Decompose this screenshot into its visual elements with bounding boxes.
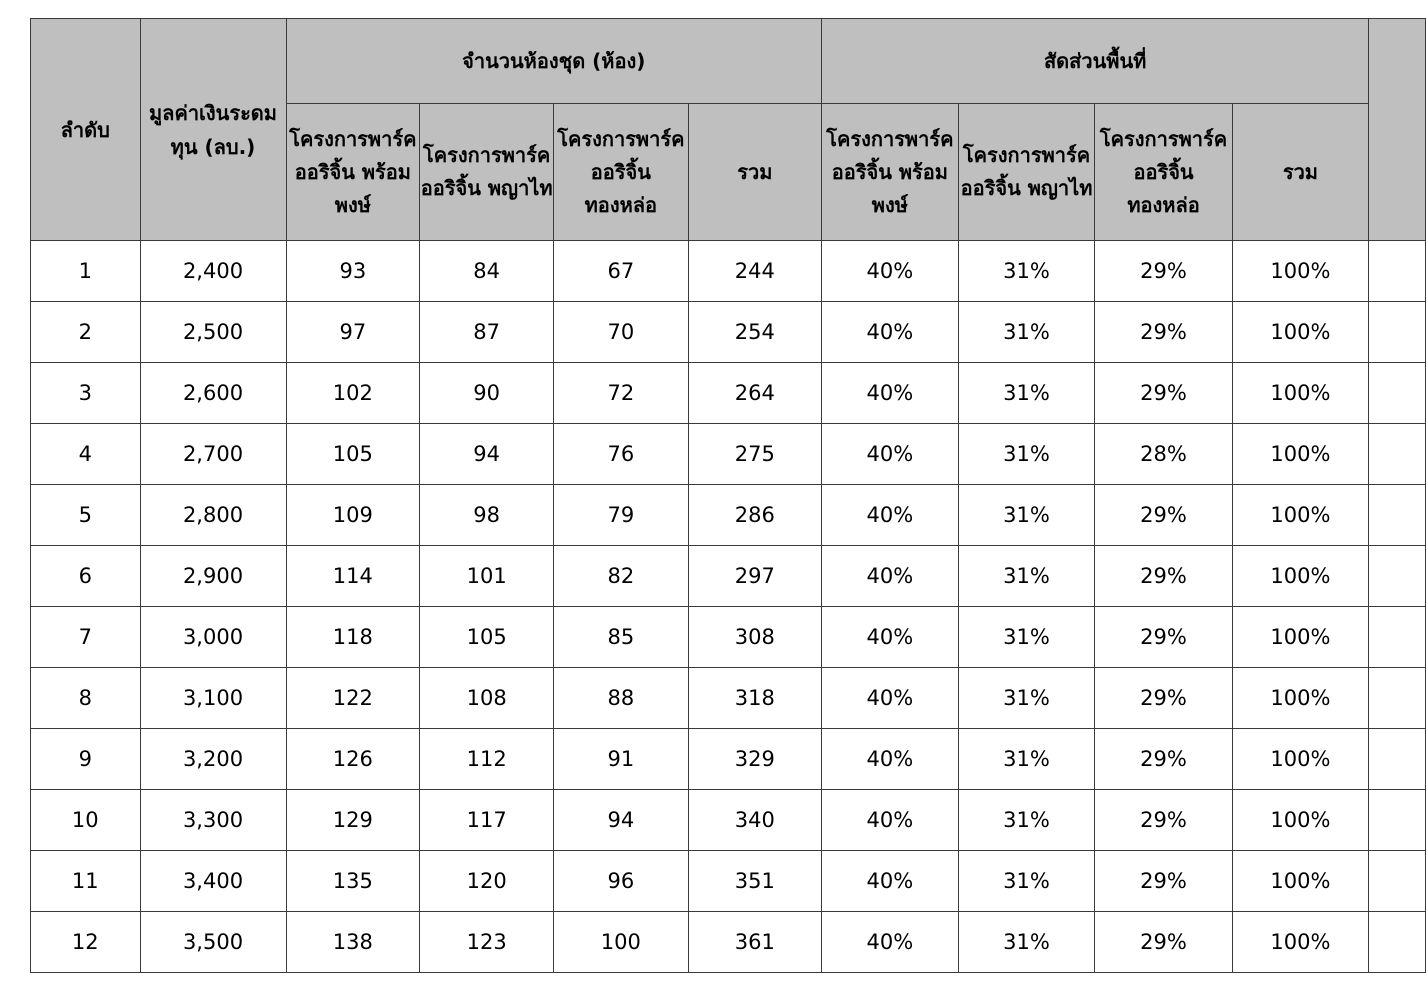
units-total-cell: 308 bbox=[688, 607, 822, 668]
cut-off-cell bbox=[1369, 607, 1426, 668]
units-total-cell: 264 bbox=[688, 363, 822, 424]
cut-off-cell bbox=[1369, 729, 1426, 790]
area-total-cell: 100% bbox=[1232, 912, 1369, 973]
cut-off-cell bbox=[1369, 424, 1426, 485]
area-prompong-cell: 40% bbox=[822, 485, 959, 546]
investment-cell: 2,400 bbox=[140, 241, 286, 302]
investment-cell: 3,000 bbox=[140, 607, 286, 668]
investment-cell: 2,800 bbox=[140, 485, 286, 546]
area-phayathai-cell: 31% bbox=[958, 607, 1095, 668]
investment-cell: 3,200 bbox=[140, 729, 286, 790]
investment-cell: 2,900 bbox=[140, 546, 286, 607]
units-prompong-cell: 135 bbox=[286, 851, 420, 912]
area-prompong-cell: 40% bbox=[822, 607, 959, 668]
area-phayathai-cell: 31% bbox=[958, 424, 1095, 485]
cut-off-cell bbox=[1369, 790, 1426, 851]
investment-cell: 3,100 bbox=[140, 668, 286, 729]
units-phayathai-cell: 112 bbox=[420, 729, 554, 790]
area-total-cell: 100% bbox=[1232, 790, 1369, 851]
units-phayathai-cell: 123 bbox=[420, 912, 554, 973]
area-total-cell: 100% bbox=[1232, 485, 1369, 546]
area-thonglor-cell: 29% bbox=[1095, 912, 1232, 973]
units-thonglor-header: โครงการพาร์ค ออริจิ้น ทองหล่อ bbox=[554, 104, 688, 241]
units-thonglor-cell: 91 bbox=[554, 729, 688, 790]
area-prompong-cell: 40% bbox=[822, 851, 959, 912]
cut-off-cell bbox=[1369, 912, 1426, 973]
units-prompong-cell: 122 bbox=[286, 668, 420, 729]
area-prompong-cell: 40% bbox=[822, 668, 959, 729]
cut-off-cell bbox=[1369, 363, 1426, 424]
area-total-cell: 100% bbox=[1232, 546, 1369, 607]
cut-off-cell bbox=[1369, 485, 1426, 546]
area-phayathai-cell: 31% bbox=[958, 302, 1095, 363]
units-phayathai-cell: 94 bbox=[420, 424, 554, 485]
order-cell: 2 bbox=[31, 302, 141, 363]
area-phayathai-cell: 31% bbox=[958, 668, 1095, 729]
area-prompong-cell: 40% bbox=[822, 241, 959, 302]
area-thonglor-cell: 29% bbox=[1095, 790, 1232, 851]
units-thonglor-cell: 79 bbox=[554, 485, 688, 546]
units-total-cell: 318 bbox=[688, 668, 822, 729]
area-total-cell: 100% bbox=[1232, 424, 1369, 485]
area-total-cell: 100% bbox=[1232, 241, 1369, 302]
area-phayathai-cell: 31% bbox=[958, 790, 1095, 851]
units-group-header: จำนวนห้องชุด (ห้อง) bbox=[286, 19, 822, 104]
area-phayathai-cell: 31% bbox=[958, 912, 1095, 973]
area-total-cell: 100% bbox=[1232, 607, 1369, 668]
units-total-cell: 286 bbox=[688, 485, 822, 546]
area-prompong-cell: 40% bbox=[822, 363, 959, 424]
area-thonglor-cell: 29% bbox=[1095, 485, 1232, 546]
units-phayathai-cell: 117 bbox=[420, 790, 554, 851]
table-row bbox=[31, 729, 1426, 790]
units-total-cell: 244 bbox=[688, 241, 822, 302]
order-cell: 6 bbox=[31, 546, 141, 607]
area-thonglor-cell: 29% bbox=[1095, 546, 1232, 607]
area-thonglor-header: โครงการพาร์ค ออริจิ้น ทองหล่อ bbox=[1095, 104, 1232, 241]
data-table bbox=[30, 18, 1426, 973]
cut-off-cell bbox=[1369, 302, 1426, 363]
area-phayathai-cell: 31% bbox=[958, 729, 1095, 790]
investment-cell: 2,600 bbox=[140, 363, 286, 424]
units-prompong-header: โครงการพาร์ค ออริจิ้น พร้อมพงษ์ bbox=[286, 104, 420, 241]
area-phayathai-header: โครงการพาร์ค ออริจิ้น พญาไท bbox=[958, 104, 1095, 241]
area-prompong-cell: 40% bbox=[822, 302, 959, 363]
table-row bbox=[31, 241, 1426, 302]
header-group-row bbox=[31, 19, 1426, 104]
area-phayathai-cell: 31% bbox=[958, 241, 1095, 302]
units-phayathai-header: โครงการพาร์ค ออริจิ้น พญาไท bbox=[420, 104, 554, 241]
units-thonglor-cell: 72 bbox=[554, 363, 688, 424]
units-thonglor-cell: 82 bbox=[554, 546, 688, 607]
area-total-cell: 100% bbox=[1232, 668, 1369, 729]
area-thonglor-cell: 29% bbox=[1095, 363, 1232, 424]
table-body bbox=[31, 241, 1426, 973]
area-phayathai-cell: 31% bbox=[958, 851, 1095, 912]
area-prompong-header: โครงการพาร์ค ออริจิ้น พร้อมพงษ์ bbox=[822, 104, 959, 241]
cut-off-cell bbox=[1369, 546, 1426, 607]
units-thonglor-cell: 76 bbox=[554, 424, 688, 485]
investment-cell: 3,300 bbox=[140, 790, 286, 851]
investment-header: มูลค่าเงินระดมทุน (ลบ.) bbox=[140, 19, 286, 241]
units-total-cell: 275 bbox=[688, 424, 822, 485]
area-prompong-cell: 40% bbox=[822, 424, 959, 485]
table-row bbox=[31, 851, 1426, 912]
table-row bbox=[31, 668, 1426, 729]
units-prompong-cell: 93 bbox=[286, 241, 420, 302]
table-row bbox=[31, 485, 1426, 546]
investment-cell: 2,500 bbox=[140, 302, 286, 363]
units-thonglor-cell: 94 bbox=[554, 790, 688, 851]
units-prompong-cell: 118 bbox=[286, 607, 420, 668]
area-phayathai-cell: 31% bbox=[958, 546, 1095, 607]
order-cell: 5 bbox=[31, 485, 141, 546]
investment-cell: 3,500 bbox=[140, 912, 286, 973]
area-prompong-cell: 40% bbox=[822, 729, 959, 790]
units-prompong-cell: 102 bbox=[286, 363, 420, 424]
area-total-cell: 100% bbox=[1232, 363, 1369, 424]
area-phayathai-cell: 31% bbox=[958, 363, 1095, 424]
units-total-cell: 254 bbox=[688, 302, 822, 363]
area-phayathai-cell: 31% bbox=[958, 485, 1095, 546]
units-total-header: รวม bbox=[688, 104, 822, 241]
table-row bbox=[31, 546, 1426, 607]
units-thonglor-cell: 85 bbox=[554, 607, 688, 668]
units-phayathai-cell: 98 bbox=[420, 485, 554, 546]
order-cell: 9 bbox=[31, 729, 141, 790]
area-prompong-cell: 40% bbox=[822, 790, 959, 851]
area-thonglor-cell: 29% bbox=[1095, 607, 1232, 668]
area-thonglor-cell: 29% bbox=[1095, 851, 1232, 912]
units-prompong-cell: 105 bbox=[286, 424, 420, 485]
units-phayathai-cell: 87 bbox=[420, 302, 554, 363]
cut-off-cell bbox=[1369, 241, 1426, 302]
investment-cell: 3,400 bbox=[140, 851, 286, 912]
units-thonglor-cell: 96 bbox=[554, 851, 688, 912]
order-cell: 12 bbox=[31, 912, 141, 973]
area-prompong-cell: 40% bbox=[822, 546, 959, 607]
area-thonglor-cell: 29% bbox=[1095, 302, 1232, 363]
order-cell: 11 bbox=[31, 851, 141, 912]
units-thonglor-cell: 70 bbox=[554, 302, 688, 363]
area-thonglor-cell: 29% bbox=[1095, 668, 1232, 729]
order-header: ลำดับ bbox=[31, 19, 141, 241]
table-row bbox=[31, 424, 1426, 485]
units-prompong-cell: 109 bbox=[286, 485, 420, 546]
order-cell: 8 bbox=[31, 668, 141, 729]
units-prompong-cell: 129 bbox=[286, 790, 420, 851]
units-total-cell: 361 bbox=[688, 912, 822, 973]
units-phayathai-cell: 101 bbox=[420, 546, 554, 607]
area-total-cell: 100% bbox=[1232, 302, 1369, 363]
table-row bbox=[31, 607, 1426, 668]
table-row bbox=[31, 363, 1426, 424]
area-prompong-cell: 40% bbox=[822, 912, 959, 973]
units-phayathai-cell: 84 bbox=[420, 241, 554, 302]
units-total-cell: 340 bbox=[688, 790, 822, 851]
units-thonglor-cell: 67 bbox=[554, 241, 688, 302]
cut-off-header bbox=[1369, 19, 1426, 241]
units-phayathai-cell: 90 bbox=[420, 363, 554, 424]
area-thonglor-cell: 28% bbox=[1095, 424, 1232, 485]
table-row bbox=[31, 912, 1426, 973]
table-row bbox=[31, 790, 1426, 851]
units-prompong-cell: 126 bbox=[286, 729, 420, 790]
units-phayathai-cell: 120 bbox=[420, 851, 554, 912]
units-phayathai-cell: 105 bbox=[420, 607, 554, 668]
area-group-header: สัดส่วนพื้นที่ bbox=[822, 19, 1369, 104]
order-cell: 7 bbox=[31, 607, 141, 668]
units-prompong-cell: 97 bbox=[286, 302, 420, 363]
units-thonglor-cell: 100 bbox=[554, 912, 688, 973]
units-total-cell: 297 bbox=[688, 546, 822, 607]
area-total-cell: 100% bbox=[1232, 851, 1369, 912]
area-thonglor-cell: 29% bbox=[1095, 241, 1232, 302]
units-thonglor-cell: 88 bbox=[554, 668, 688, 729]
units-total-cell: 329 bbox=[688, 729, 822, 790]
area-total-cell: 100% bbox=[1232, 729, 1369, 790]
order-cell: 4 bbox=[31, 424, 141, 485]
table-header bbox=[31, 19, 1426, 241]
order-cell: 3 bbox=[31, 363, 141, 424]
area-total-header: รวม bbox=[1232, 104, 1369, 241]
investment-cell: 2,700 bbox=[140, 424, 286, 485]
cut-off-cell bbox=[1369, 851, 1426, 912]
order-cell: 1 bbox=[31, 241, 141, 302]
table-row bbox=[31, 302, 1426, 363]
order-cell: 10 bbox=[31, 790, 141, 851]
units-prompong-cell: 138 bbox=[286, 912, 420, 973]
area-thonglor-cell: 29% bbox=[1095, 729, 1232, 790]
units-phayathai-cell: 108 bbox=[420, 668, 554, 729]
cut-off-cell bbox=[1369, 668, 1426, 729]
units-prompong-cell: 114 bbox=[286, 546, 420, 607]
units-total-cell: 351 bbox=[688, 851, 822, 912]
